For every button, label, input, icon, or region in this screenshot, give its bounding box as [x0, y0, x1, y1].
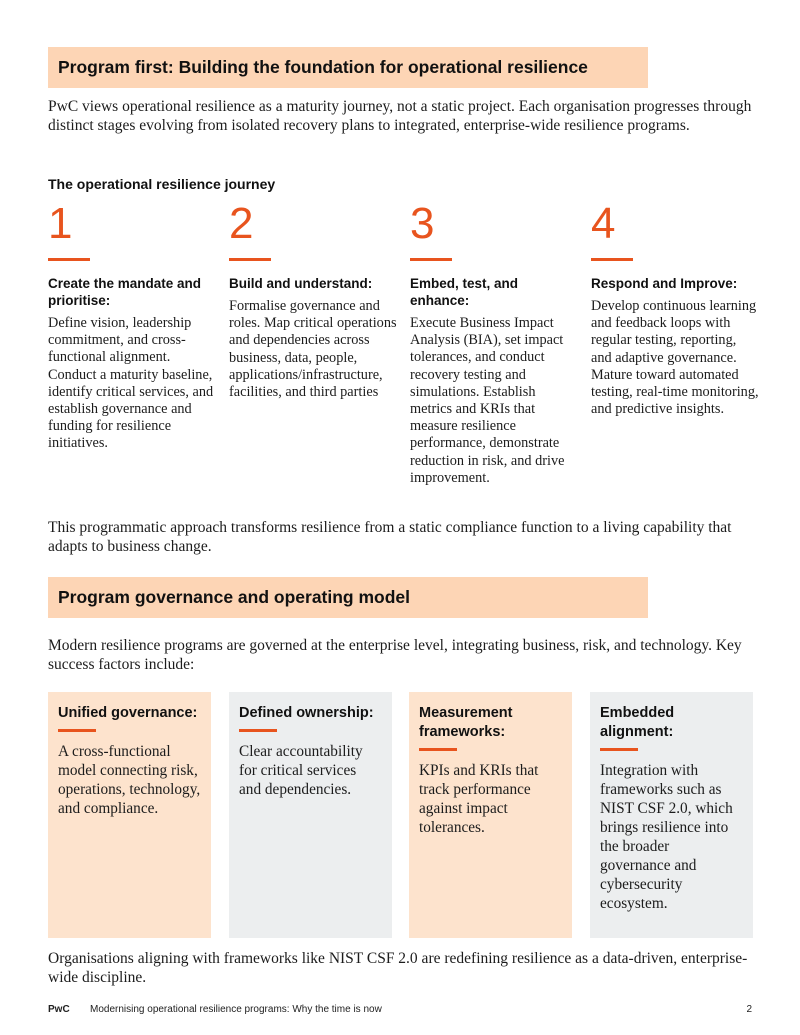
step-body: Formalise governance and roles. Map critical operations and dependencies across business, data, people, applications/infrastructure, facilities, and third parties: [229, 298, 397, 401]
journey-step-3: [410, 199, 578, 487]
accent-rule: [48, 258, 90, 261]
brand-label: PwC: [48, 1004, 70, 1015]
factor-card-defined-ownership: [229, 692, 392, 938]
journey-step-1: [48, 199, 216, 453]
accent-rule: [600, 748, 638, 751]
step-number: 1: [48, 199, 73, 248]
step-body: Develop continuous learning and feedback loops with regular testing, reporting, and adaptive governance. Mature toward automated testing, real-time monitoring, and predictive insights.: [591, 298, 759, 418]
step-title: Respond and Improve:: [591, 276, 738, 291]
card-body: A cross-functional model connecting risk, operations, technology, and compliance.: [58, 743, 201, 817]
governance-intro-paragraph: Modern resilience programs are governed at the enterprise level, integrating business, risk, and technology. Key success factors include:: [48, 637, 742, 673]
governance-closing-paragraph: Organisations aligning with frameworks like NIST CSF 2.0 are redefining resilience as a data-driven, enterprise-wide discipline.: [48, 950, 748, 986]
card-title: Defined ownership:: [239, 705, 374, 721]
journey-heading: The operational resilience journey: [48, 176, 276, 192]
factor-card-unified-governance: [48, 692, 211, 938]
accent-rule: [58, 729, 96, 732]
step-number: 4: [591, 199, 616, 248]
section-header-program-first: [48, 47, 648, 88]
step-body: Execute Business Impact Analysis (BIA), set impact tolerances, and conduct recovery testing and simulations. Establish metrics and KRIs that measure resilience performance, demonstrate reduction in risk, and drive improvement.: [410, 315, 565, 486]
journey-step-2: [229, 199, 397, 401]
step-number: 3: [410, 199, 435, 248]
step-title: Embed, test, and enhance:: [410, 276, 519, 308]
page-number: 2: [746, 1004, 752, 1015]
accent-rule: [410, 258, 452, 261]
intro-paragraph: PwC views operational resilience as a maturity journey, not a static project. Each organisation progresses through distinct stages evolving from isolated recovery plans to integrated, enterprise-wide resilience programs.: [48, 98, 752, 134]
card-title: Embedded alignment:: [600, 705, 675, 740]
card-body: Integration with frameworks such as NIST CSF 2.0, which brings resilience into the broader governance and cybersecurity ecosystem.: [600, 762, 733, 912]
section-title: Program first: Building the foundation for operational resilience: [58, 57, 588, 77]
step-title: Build and understand:: [229, 276, 373, 291]
accent-rule: [229, 258, 271, 261]
accent-rule: [591, 258, 633, 261]
closing-paragraph: This programmatic approach transforms resilience from a static compliance function to a living capability that adapts to business change.: [48, 519, 732, 555]
section-header-governance: [48, 577, 648, 618]
page-footer: [48, 1004, 752, 1018]
factor-card-embedded-alignment: [590, 692, 753, 938]
factor-card-measurement-frameworks: [409, 692, 572, 938]
journey-step-4: [591, 199, 759, 418]
section-title: Program governance and operating model: [58, 587, 411, 607]
step-number: 2: [229, 199, 254, 248]
step-title: Create the mandate and prioritise:: [48, 276, 202, 308]
document-title: Modernising operational resilience programs: Why the time is now: [90, 1004, 382, 1015]
step-body: Define vision, leadership commitment, and cross-functional alignment. Conduct a maturity baseline, identify critical services, and establish governance and funding for resilience initiatives.: [48, 315, 214, 452]
card-title: Unified governance:: [58, 705, 198, 721]
accent-rule: [239, 729, 277, 732]
card-title: Measurement frameworks:: [419, 705, 513, 740]
accent-rule: [419, 748, 457, 751]
card-body: Clear accountability for critical services and dependencies.: [239, 743, 363, 798]
card-body: KPIs and KRIs that track performance against impact tolerances.: [419, 762, 539, 836]
